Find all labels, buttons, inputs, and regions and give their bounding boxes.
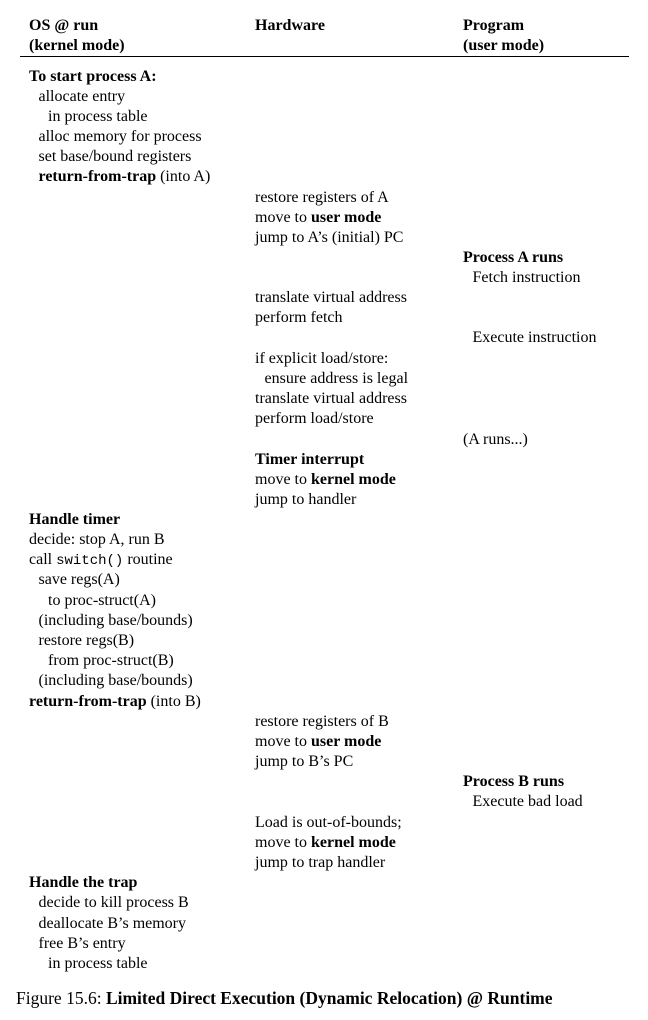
text: move to [255, 471, 311, 488]
hw-line [255, 288, 407, 308]
os-line [39, 570, 120, 590]
os-line [29, 67, 157, 87]
hw-line [255, 409, 374, 429]
os-line [39, 611, 193, 631]
text: (including base/bounds) [38, 672, 193, 689]
text: move to [255, 209, 311, 226]
os-line [39, 631, 135, 651]
os-line [48, 107, 148, 127]
figure-caption [16, 987, 553, 1009]
text: (into A) [156, 168, 211, 185]
os-line [29, 550, 173, 571]
text: jump to handler [255, 491, 357, 508]
text: restore regs(B) [38, 632, 135, 649]
header-os-line-2: (kernel mode) [29, 37, 125, 54]
hw-line [255, 450, 364, 470]
hw-line [255, 712, 389, 732]
text: perform load/store [255, 410, 374, 427]
hw-line [255, 208, 381, 228]
header-rule [20, 56, 629, 57]
hw-line [255, 813, 402, 833]
text: deallocate B’s memory [38, 915, 187, 932]
os-line [39, 914, 187, 934]
text: jump to trap handler [255, 854, 386, 871]
prog-line [473, 792, 583, 812]
text: Execute instruction [472, 329, 597, 346]
bold-text: return-from-trap [29, 693, 147, 710]
text: restore registers of B [255, 713, 389, 730]
bold-text: Handle timer [29, 511, 121, 528]
header-hardware [255, 16, 325, 36]
prog-line [463, 772, 564, 792]
os-line [29, 510, 120, 530]
hw-line [265, 369, 409, 389]
bold-text: kernel mode [311, 834, 396, 851]
hw-line [255, 349, 388, 369]
bold-text: Process B runs [463, 773, 565, 790]
os-line [48, 591, 156, 611]
prog-line [473, 268, 581, 288]
header-hardware-line-1: Hardware [255, 17, 325, 34]
text: ensure address is legal [264, 370, 409, 387]
os-line [39, 671, 193, 691]
os-line [29, 530, 165, 550]
header-program-line-2: (user mode) [463, 37, 545, 54]
text: translate virtual address [255, 390, 407, 407]
text: if explicit load/store: [255, 350, 389, 367]
os-line [39, 87, 126, 107]
bold-text: user mode [311, 209, 382, 226]
hw-line [255, 732, 381, 752]
text: Execute bad load [472, 793, 583, 810]
text: to proc-struct(A) [48, 592, 156, 609]
hw-line [255, 490, 356, 510]
caption-title: Limited Direct Execution (Dynamic Relocation) @ Runtime [105, 988, 553, 1008]
header-os [29, 16, 125, 56]
text: decide: stop A, run B [29, 531, 165, 548]
header-os-line-1: OS @ run [29, 17, 99, 34]
text: allocate entry [38, 88, 126, 105]
text: decide to kill process B [38, 894, 189, 911]
text: Fetch instruction [472, 269, 581, 286]
text: move to [255, 834, 311, 851]
bold-text: kernel mode [311, 471, 396, 488]
text: alloc memory for process [38, 128, 202, 145]
os-line [39, 893, 189, 913]
hw-line [255, 228, 403, 248]
hw-line [255, 853, 385, 873]
hw-line [255, 308, 343, 328]
os-line [39, 147, 192, 167]
text: set base/bound registers [38, 148, 192, 165]
text: call [29, 551, 57, 568]
os-line [48, 954, 148, 974]
text: translate virtual address [255, 289, 407, 306]
os-line [39, 167, 211, 187]
hw-line [255, 752, 353, 772]
bold-text: return-from-trap [38, 168, 157, 185]
os-line [48, 651, 174, 671]
text: perform fetch [255, 309, 343, 326]
prog-line [463, 430, 528, 450]
bold-text: user mode [311, 733, 382, 750]
caption-prefix: Figure 15.6: [16, 988, 106, 1008]
bold-text: Process A runs [463, 249, 564, 266]
text: save regs(A) [38, 571, 120, 588]
text: jump to A’s (initial) PC [255, 229, 404, 246]
text: (A runs...) [463, 431, 528, 448]
os-line [39, 934, 126, 954]
bold-text: To start process A: [29, 68, 157, 85]
text: in process table [48, 955, 148, 972]
header-program [463, 16, 544, 56]
hw-line [255, 470, 396, 490]
hw-line [255, 389, 407, 409]
code-text: switch() [56, 553, 124, 569]
text: routine [123, 551, 173, 568]
text: (into B) [146, 693, 201, 710]
hw-line [255, 833, 396, 853]
bold-text: Timer interrupt [255, 451, 365, 468]
text: move to [255, 733, 311, 750]
text: (including base/bounds) [38, 612, 193, 629]
text: Load is out-of-bounds; [255, 814, 402, 831]
text: in process table [48, 108, 148, 125]
text: from proc-struct(B) [48, 652, 174, 669]
os-line [29, 692, 201, 712]
text: restore registers of A [255, 189, 389, 206]
text: jump to B’s PC [255, 753, 354, 770]
prog-line [473, 328, 597, 348]
text: free B’s entry [38, 935, 126, 952]
hw-line [255, 188, 389, 208]
os-line [39, 127, 202, 147]
os-line [29, 873, 137, 893]
prog-line [463, 248, 563, 268]
header-program-line-1: Program [463, 17, 525, 34]
bold-text: Handle the trap [29, 874, 138, 891]
